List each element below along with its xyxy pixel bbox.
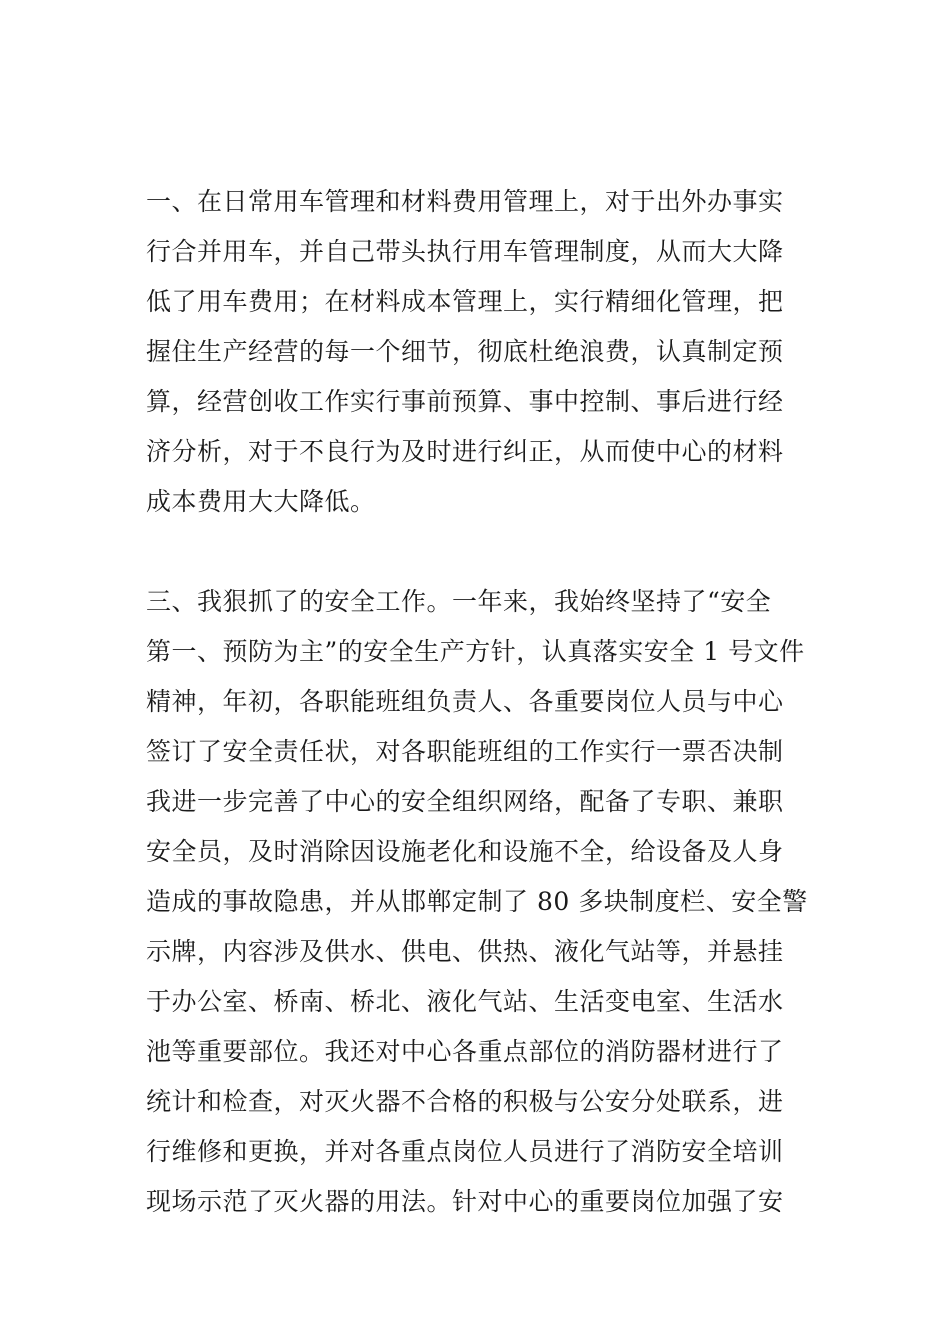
text-line: 成本费用大大降低。	[146, 487, 376, 516]
text-line: 现场示范了灭火器的用法。针对中心的重要岗位加强了安	[146, 1187, 784, 1216]
text-line: 精神，年初，各职能班组负责人、各重要岗位人员与中心	[146, 687, 784, 716]
text-line: 造成的事故隐患，并从邯郸定制了 80 多块制度栏、安全警	[146, 887, 808, 916]
text-line: 算，经营创收工作实行事前预算、事中控制、事后进行经	[146, 387, 784, 416]
text-line: 行维修和更换，并对各重点岗位人员进行了消防安全培训	[146, 1137, 784, 1166]
text-line: 一、在日常用车管理和材料费用管理上，对于出外办事实	[146, 187, 784, 216]
text-line: 签订了安全责任状，对各职能班组的工作实行一票否决制	[146, 737, 784, 766]
paragraph-safety-work	[146, 577, 816, 1227]
text-line: 安全员，及时消除因设施老化和设施不全，给设备及人身	[146, 837, 784, 866]
text-line: 统计和检查，对灭火器不合格的积极与公安分处联系，进	[146, 1087, 784, 1116]
paragraph-vehicle-and-material-cost-management	[146, 177, 816, 527]
text-line: 我进一步完善了中心的安全组织网络，配备了专职、兼职	[146, 787, 784, 816]
text-line: 三、我狠抓了的安全工作。一年来，我始终坚持了“安全	[146, 587, 772, 616]
text-line: 济分析，对于不良行为及时进行纠正，从而使中心的材料	[146, 437, 784, 466]
text-line: 池等重要部位。我还对中心各重点部位的消防器材进行了	[146, 1037, 784, 1066]
text-line: 于办公室、桥南、桥北、液化气站、生活变电室、生活水	[146, 987, 784, 1016]
text-line: 行合并用车，并自己带头执行用车管理制度，从而大大降	[146, 237, 784, 266]
text-line: 低了用车费用；在材料成本管理上，实行精细化管理，把	[146, 287, 784, 316]
text-line: 第一、预防为主”的安全生产方针，认真落实安全 1 号文件	[146, 637, 805, 666]
text-line: 示牌，内容涉及供水、供电、供热、液化气站等，并悬挂	[146, 937, 784, 966]
text-line: 握住生产经营的每一个细节，彻底杜绝浪费，认真制定预	[146, 337, 784, 366]
